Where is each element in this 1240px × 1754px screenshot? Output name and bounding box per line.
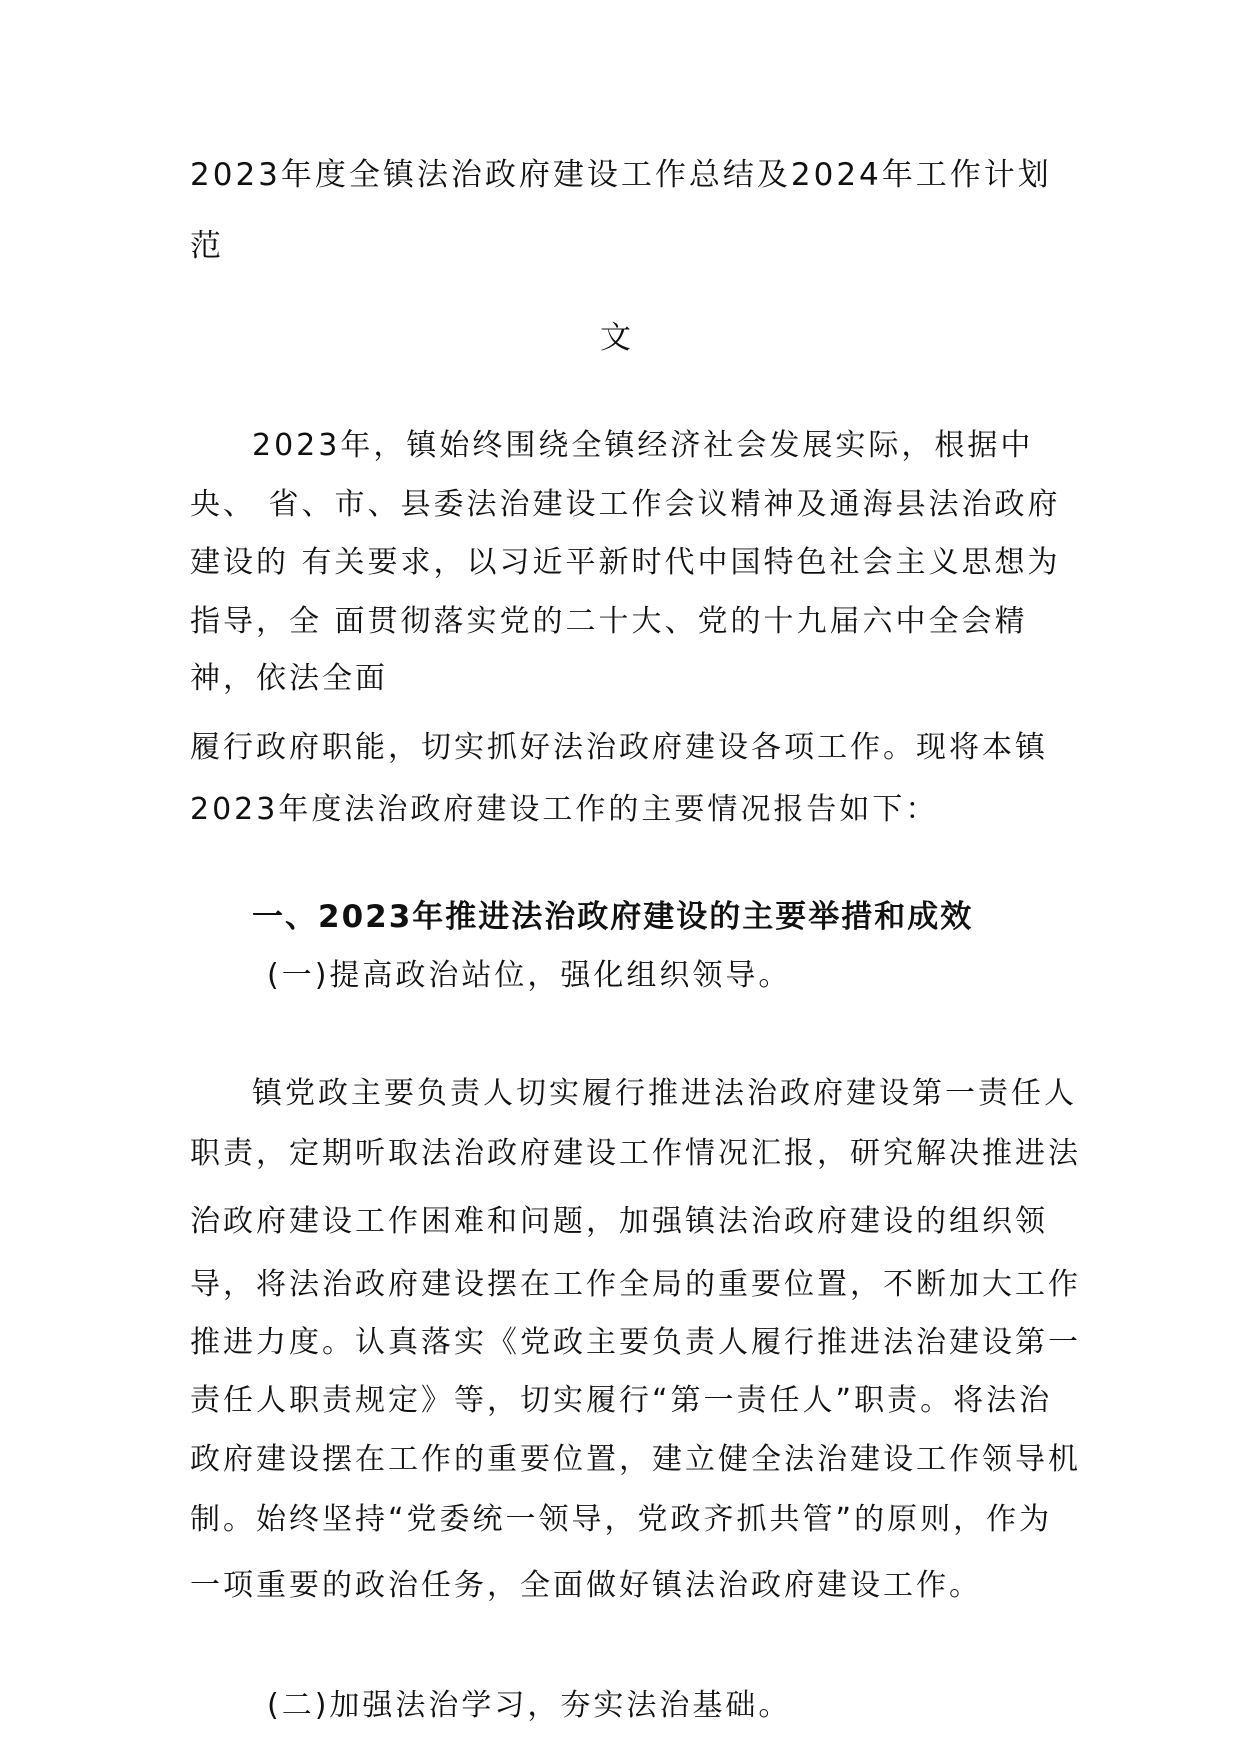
intro-line-6: 履行政府职能，切实抓好法治政府建设各项工作。现将本镇 [190,730,1048,765]
subsection1-line-8: 制。始终坚持“党委统一领导，党政齐抓共管”的原则，作为 [190,1502,1053,1537]
intro-line-2: 央、 省、市、县委法治建设工作会议精神及通海县法治政府 [190,487,1061,522]
intro-line-4: 指导，全 面贯彻落实党的二十大、党的十九届六中全会精 [190,604,1028,639]
section-heading-1: 一、2023年推进法治政府建设的主要举措和成效 [252,899,974,935]
subsection1-line-3: 治政府建设工作困难和问题，加强镇法治政府建设的组织领 [190,1204,1048,1239]
subsection1-line-6: 责任人职责规定》等，切实履行“第一责任人”职责。将法治 [190,1383,1053,1418]
intro-line-5: 神，依法全面 [190,661,388,696]
subsection1-line-4: 导，将法治政府建设摆在工作全局的重要位置，不断加大工作 [190,1267,1081,1302]
document-title-line-1: 2023年度全镇法治政府建设工作总结及2024年工作计划 [190,157,1052,193]
subsection1-line-5: 推进力度。认真落实《党政主要负责人履行推进法治建设第一 [190,1325,1081,1360]
subsection-heading-2: (二)加强法治学习，夯实法治基础。 [267,1688,792,1723]
intro-line-7: 2023年度法治政府建设工作的主要情况报告如下： [190,792,939,827]
subsection-heading-1: (一)提高政治站位，强化组织领导。 [267,958,792,993]
document-title-line-3: 文 [600,320,634,356]
subsection1-line-1: 镇党政主要负责人切实履行推进法治政府建设第一责任人 [252,1076,1077,1111]
intro-line-1: 2023年，镇始终围绕全镇经济社会发展实际，根据中 [252,428,1034,463]
subsection1-line-2: 职责，定期听取法治政府建设工作情况汇报，研究解决推进法 [190,1136,1081,1171]
subsection1-line-9: 一项重要的政治任务，全面做好镇法治政府建设工作。 [190,1568,982,1603]
intro-line-3: 建设的 有关要求，以习近平新时代中国特色社会主义思想为 [190,545,1061,580]
subsection1-line-7: 政府建设摆在工作的重要位置，建立健全法治建设工作领导机 [190,1442,1081,1477]
document-title-line-2: 范 [190,228,224,264]
